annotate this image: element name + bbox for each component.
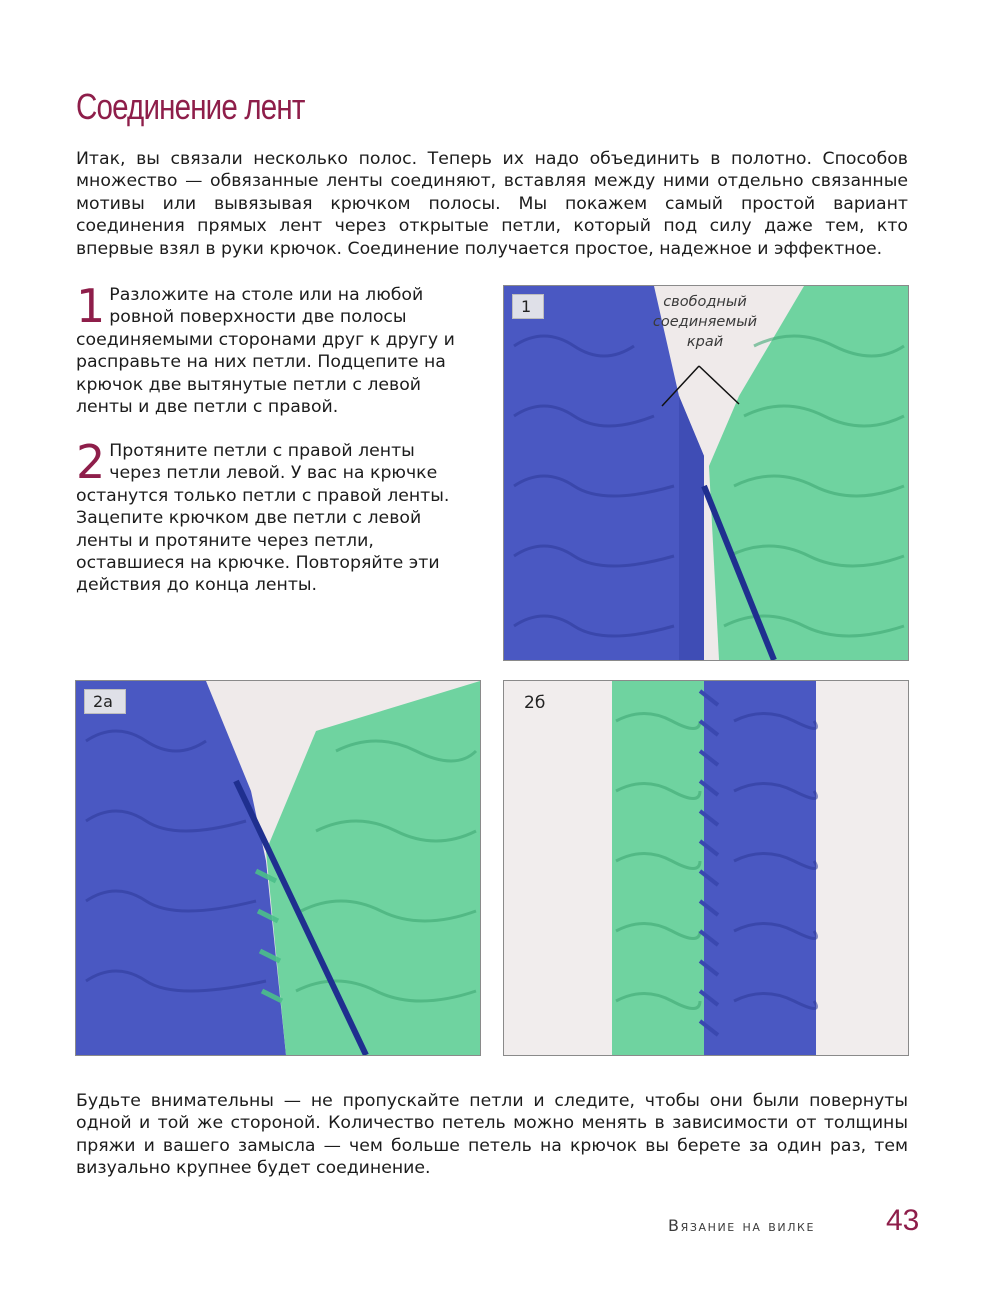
photo-step-2a-image xyxy=(76,681,480,1055)
photo-step-2b-image xyxy=(504,681,908,1055)
photo-step-2a xyxy=(75,680,481,1056)
edge-annotation xyxy=(640,292,770,352)
annotation-line-2: соединяемый xyxy=(652,314,758,330)
photo-step-2b-label: 2б xyxy=(524,693,546,713)
photo-step-2a-label: 2а xyxy=(84,689,126,714)
outro-paragraph: Будьте внимательны — не пропускайте петли и следите, чтобы они были повернуты одной и той же стороной. Количество петель можно менять в зависимости от толщины пряжи и вашего замысла — чем больше петель на крючок вы берете за один раз, тем визуально крупнее будет соединение. xyxy=(76,1091,908,1179)
step-2-number: 2 xyxy=(76,435,106,489)
annotation-line-1: свободный xyxy=(663,294,747,310)
page-number: 43 xyxy=(886,1204,920,1237)
step-1 xyxy=(76,279,468,418)
annotation-line-3: край xyxy=(686,334,724,350)
photo-step-2b xyxy=(503,680,909,1056)
step-1-text: Разложите на столе или на любой ровной поверхности две полосы соединяемыми сторонами друг к другу и расправьте на них петли. Подцепите на крючок две вытянутые петли с левой ленты и две петли с правой. xyxy=(76,285,455,418)
step-2-text: Протяните петли с правой ленты через петли левой. У вас на крючке останутся только петли с правой ленты. Зацепите крючком две петли с левой ленты и протяните через петли, оставшиеся на крючке. Повторяйте эти действия до конца ленты. xyxy=(76,441,450,596)
footer-book-title: Вязание на вилке xyxy=(668,1216,816,1235)
page-title: Соединение лент xyxy=(76,86,305,127)
photo-step-1-label: 1 xyxy=(512,294,544,319)
intro-paragraph: Итак, вы связали несколько полос. Теперь их надо объединить в полотно. Способов множество — обвязанные ленты соединяют, вставляя между ними отдельно связанные мотивы или вывязывая крючком полосы. Мы покажем самый простой вариант соединения прямых лент через открытые петли, который под силу даже тем, кто впервые взял в руки крючок. Соединение получается простое, надежное и эффектное. xyxy=(76,149,908,259)
step-2 xyxy=(76,435,468,597)
step-1-number: 1 xyxy=(76,279,106,333)
